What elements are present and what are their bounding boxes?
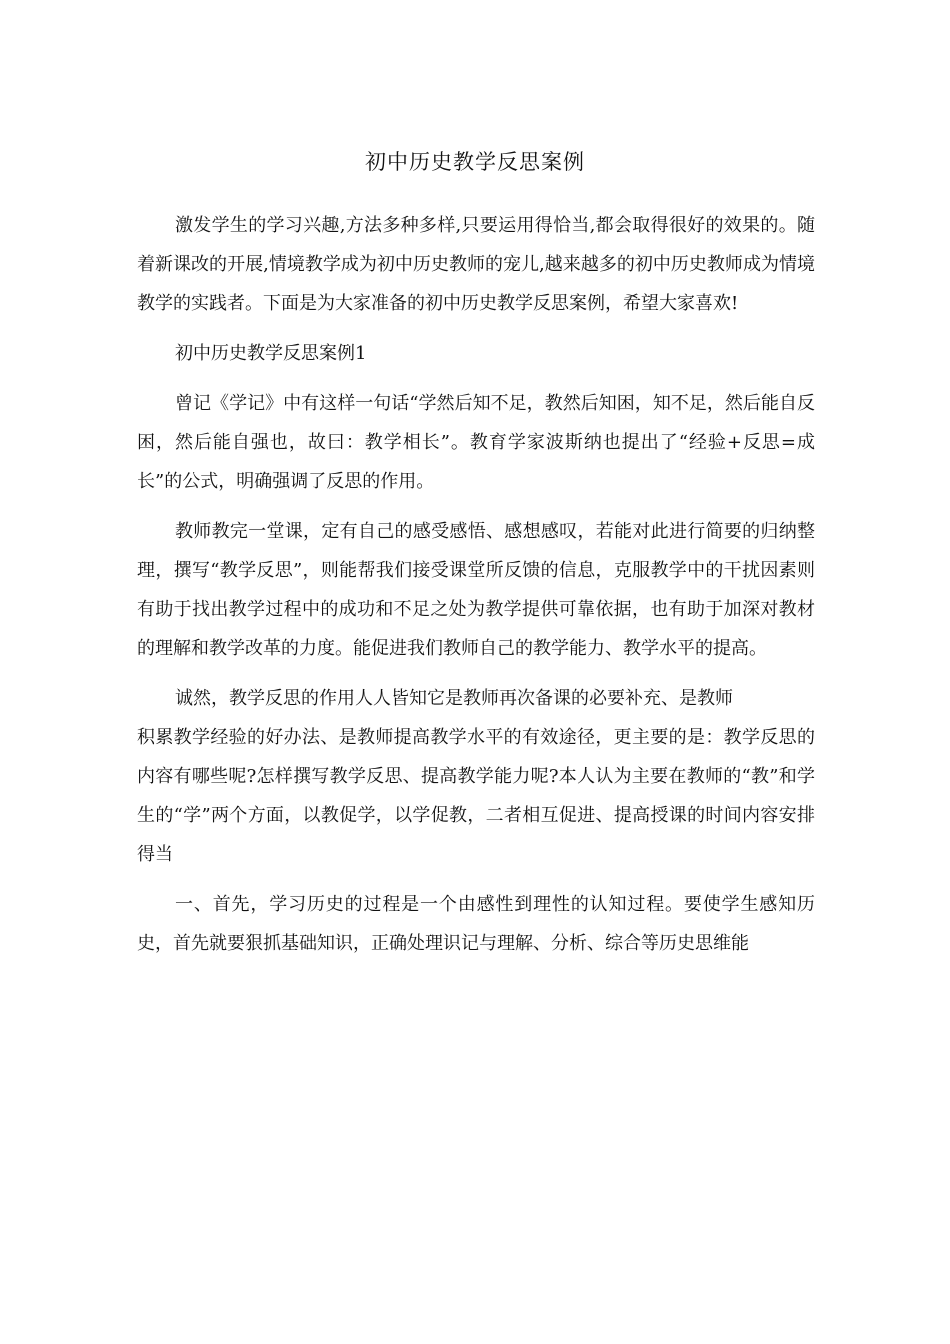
- quote-paragraph: 曾记《学记》中有这样一句话“学然后知不足，教然后知困，知不足，然后能自反困，然后能自强也，故曰：教学相长”。教育学家波斯纳也提出了“经验+反思=成长”的公式，明确强调了反思的作用。: [137, 393, 815, 492]
- case-heading: 初中历史教学反思案例1: [175, 343, 367, 364]
- indeed-paragraph-first-line: 诚然，教学反思的作用人人皆知它是教师再次备课的必要补充、是教师: [175, 688, 733, 709]
- reflection-paragraph: 教师教完一堂课，定有自己的感受感悟、感想感叹，若能对此进行简要的归纳整理，撰写“教学反思”，则能帮我们接受课堂所反馈的信息，克服教学中的干扰因素则有助于找出教学过程中的成功和不足之处为教学提供可靠依据，也有助于加深对教材的理解和教学改革的力度。能促进我们教师自己的教学能力、教学水平的提高。: [137, 521, 815, 659]
- document-title: 初中历史教学反思案例: [365, 150, 585, 174]
- indeed-paragraph-rest: 积累教学经验的好办法、是教师提高教学水平的有效途径，更主要的是：教学反思的内容有哪些呢?怎样撰写教学反思、提高教学能力呢?本人认为主要在教师的“教”和学生的“学”两个方面，以教促学，以学促教，二者相互促进、提高授课的时间内容安排得当: [137, 727, 815, 865]
- intro-paragraph: 激发学生的学习兴趣,方法多种多样,只要运用得恰当,都会取得很好的效果的。随着新课改的开展,情境教学成为初中历史教师的宠儿,越来越多的初中历史教师成为情境教学的实践者。下面是为大家准备的初中历史教学反思案例，希望大家喜欢!: [137, 215, 815, 314]
- document-body: [137, 206, 815, 974]
- indeed-paragraph: [137, 679, 815, 874]
- first-point-paragraph: 一、首先，学习历史的过程是一个由感性到理性的认知过程。要使学生感知历史，首先就要狠抓基础知识，正确处理识记与理解、分析、综合等历史思维能: [137, 894, 815, 954]
